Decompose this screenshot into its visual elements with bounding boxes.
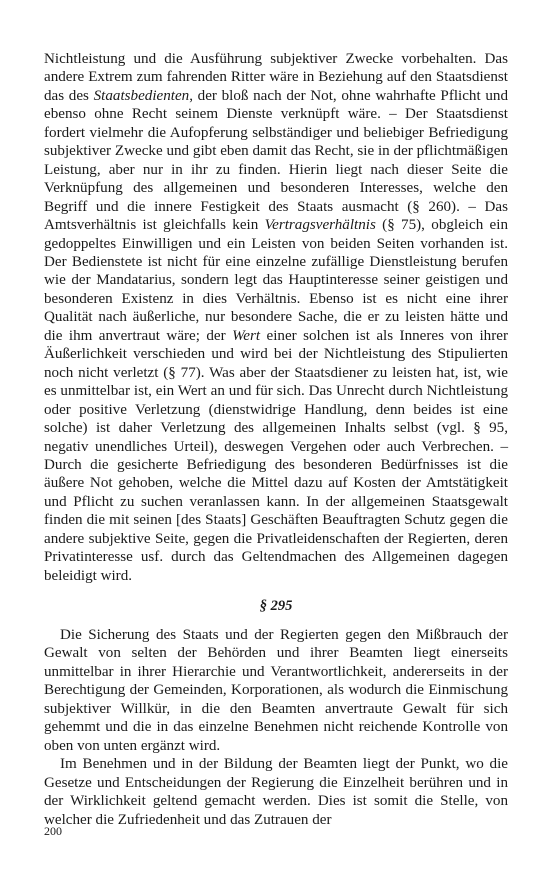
italic-term: Wert bbox=[232, 327, 261, 344]
continued-paragraph-text bbox=[44, 50, 508, 585]
text-segment: Nichtleistung und die Ausführung subjektiver Zwecke vorbehalten. Das andere Extrem zum fahrenden Ritter wäre in Beziehung auf den Staatsdienst das des bbox=[44, 51, 508, 104]
section-heading: § 295 bbox=[259, 598, 293, 614]
section-body bbox=[44, 626, 508, 829]
section-paragraph: Die Sicherung des Staats und der Regierten gegen den Mißbrauch der Gewalt von selten der Behörden und ihrer Beamten liegt einerseits unmittelbar in ihrer Hierarchie und Verantwortlichkeit, andererseits in der Berechtigung der Gemeinden, Korporationen, als wodurch die Einmischung subjektiver Willkür, in die den Beamten anvertraute Gewalt für sich gehemmt und die in das einzelne Benehmen nicht reichende Kontrolle von oben von unten ergänzt wird. bbox=[44, 627, 508, 754]
section-paragraph: Im Benehmen und in der Bildung der Beamten liegt der Punkt, wo die Gesetze und Entscheidungen der Regierung die Einzelheit berühren und in der Wirklichkeit geltend gemacht werden. Dies ist somit die Stelle, von welcher die Zufriedenheit und das Zutrauen der bbox=[44, 756, 508, 828]
text-segment: einer solchen ist als Inneres von ihrer Äußerlichkeit verschieden und wird bei der Nichtleistung des Stipulierten noch nicht verletzt (§ 77). Was aber der Staatsdiener zu leisten hat, ist, wie es unmittelbar ist, ein Wert an und für sich. Das Unrecht durch Nichtleistung oder positive Verletzung (dienstwidrige Handlung, denn beides ist eine solche) ist daher Verletzung des allgemeinen Inhalts selbst (vgl. § 95, negativ unendliches Urteil), deswegen Vergehen oder auch Verbrechen. – Durch die gesicherte Befriedigung des besonderen Bedürfnisses ist die äußere Not gehoben, welche die Mittel dazu auf Kosten der Amtstätigkeit und Pflicht zu suchen veranlassen kann. In der allgemeinen Staatsgewalt finden die mit seinen [des Staats] Geschäften Beauftragten Schutz gegen die andere subjektive Seite, gegen die Privatleidenschaften der Regierten, deren Privatinteresse usf. durch das Geltendmachen des Allgemeinen dagegen beleidigt wird. bbox=[44, 327, 508, 584]
italic-term: Vertragsverhältnis bbox=[264, 217, 376, 234]
text-segment: , der bloß nach der Not, ohne wahrhafte Pflicht und ebenso ohne Recht seinem Dienste verknüpft wäre. – Der Staatsdienst fordert vielmehr die Aufopferung selbständiger und beliebiger Befriedigung subjektiver Zwecke und gibt eben damit das Recht, sie in der pflichtmäßigen Leistung, aber nur in ihr zu finden. Hierin liegt nach dieser Seite die Verknüpfung des allgemeinen und besonderen Interesses, welche den Begriff und die innere Festigkeit des Staats ausmacht (§ 260). – Das Amtsverhältnis ist gleichfalls kein bbox=[44, 87, 508, 234]
continued-paragraph bbox=[44, 50, 508, 585]
page-number: 200 bbox=[44, 824, 62, 838]
italic-term: Staatsbedienten bbox=[93, 87, 190, 104]
text-segment: (§ 75), obgleich ein gedoppeltes Einwilligen und ein Leisten von beiden Seiten vorhanden ist. Der Bedienstete ist nicht für eine einzelne zufällige Dienstleistung berufen wie der Mandatarius, sondern legt das Hauptinteresse seiner geistigen und besonderen Existenz in dies Verhältnis. Ebenso ist es nicht eine ihrer Qualität nach äußerliche, nur besondere Sache, die er zu leisten hätte und die ihm anvertraut wäre; der bbox=[44, 217, 508, 344]
